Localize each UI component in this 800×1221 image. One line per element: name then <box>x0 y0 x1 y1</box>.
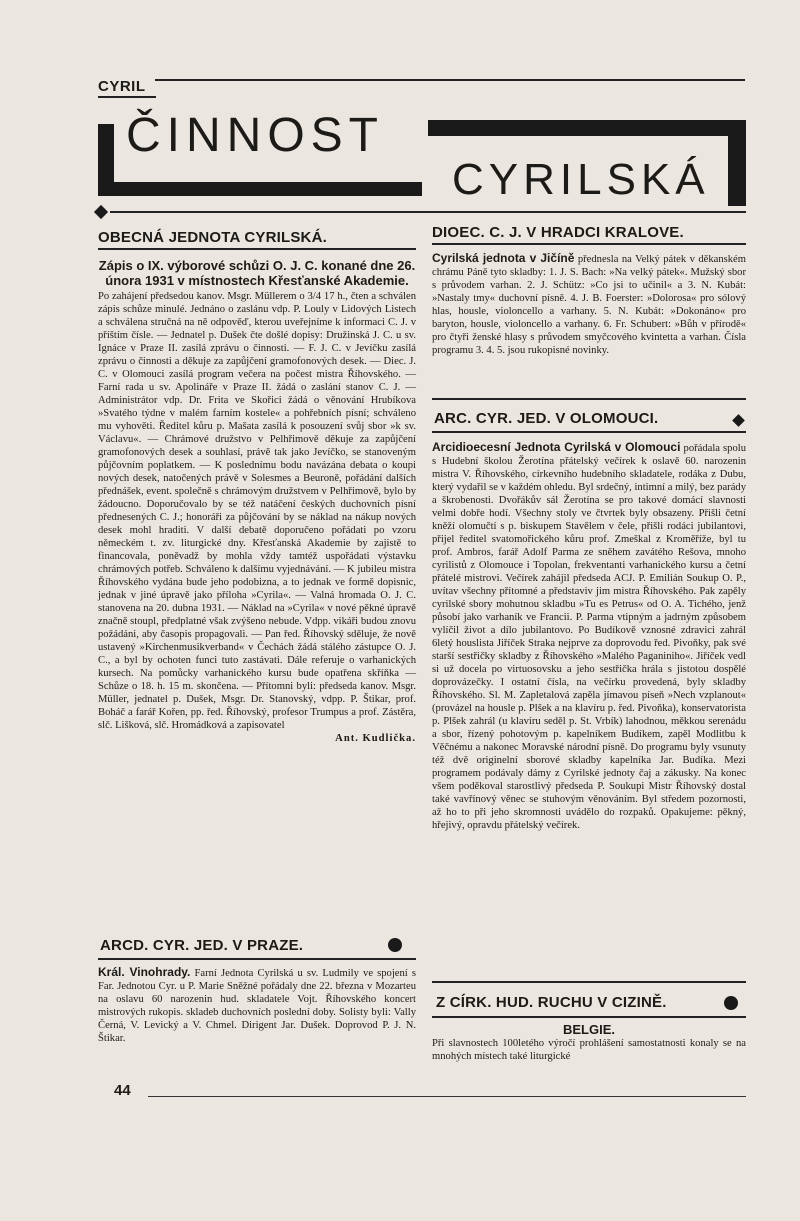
title-bar-right-vertical <box>728 136 746 206</box>
minutes-signature: Ant. Kudlička. <box>335 733 416 744</box>
page-number: 44 <box>114 1082 131 1099</box>
minutes-text: Po zahájení předsedou kanov. Msgr. Müllerem o 3/4 17 h., čten a schválen zápis schůze minulé. Jednáno o zaslánu vdp. P. Louly v Lidových Listech a schválena stručná na ně odpověď, kterou uveřejníme k informaci C. J. v příštím čísle. — Jednatel p. Dušek čte došlé dopisy: Družinská J. C. u sv. Ignáce v Praze II. zasílá zprávu o činnosti. — F. J. C. v Jevíčku zasílá zprávu o činnosti a děkuje za zapůjčení gramofonových desek. — Diec. J. C. v Olomouci zasílá program večera na počest mistra Říhovského. — Farní rada u sv. Apolináře v Praze II. žádá o zaslání stanov C. J. — Administrátor vdp. Dr. Frita ve Skořici žádá o věnování Hrubíkova »Svatého týdne v malém farním kostele« a pohřebních písní; schváleno mu vyhověti. Ředitel kůru p. Mašata zasílá k posouzení svůj sbor »k sv. Václavu«. — Chrámové družstvo v Pelhřimově děkuje za zapůjčení gramofonových desek a souhlasí, právě tak jako Jevíčko, se stanoveným půjčovním poplatkem. — K poslednímu bodu navázána debata o koupi nových desek, natočených právě v Solesmes a Beuroně, pořádání dalších přednášek, event. společně s chrámovým družstvem v Pelhřimově, bylo by žádoucno. Doporučovalo by se též natáčení českých duchovních písní přednesených C. J.; honoráři za půjčování by se náklad na nákup nových desek mohl hraditi. V další debatě doporučeno pořádati po vzoru německém t. zv. liturgické dny. Křesťanská Akademie by zajistě to financovala, poněvadž by mohla vždy tamtéž uspořádati výstavku chrámových potřeb. Schváleno k dalšímu vyjednávání. — K jubileu mistra Říhovského vydána bude jeho podobizna, a to jednak ve formě dopisnic, jednak v jiné úpravě jako příloha »Cyrila«. — Valná hromada O. J. C. stanovena na 20. dubna 1931. — Náklad na »Cyrila« v nové pěkné úpravě značně stoupl, předplatné však zvýšeno nebude. Vdpp. vikáři budou znovu požádáni, aby časopis propagovali. — Pan řed. Říhovský sděluje, že nově ustavený »Kirchenmusikverband« v Čechách žádá stálého zástupce O. J. C., a byl by ochoten funci tuto zastávati. Dále referuje o varhanických kursech. Na pomůcky varhanického kursu bude opatřena skříňka — Schůze o 18. h. 15 m. skončena. — Přítomni byli: předseda kanov. Msgr. Müller, jednatel p. Dušek, Msgr. Dr. Stanovský, vdpp. P. Štikar, prof. Boháč a farář Kořen, pp. řed. Říhovský, profesor Trumpus a prof. Zástěra, slč. Lišková, slč. Hromádková a zapisovatel <box>98 291 416 731</box>
title-bar-left-bottom <box>114 182 422 196</box>
heading-dot-ornament <box>388 938 402 952</box>
section-rule <box>98 958 416 960</box>
section-heading-obecna: OBECNÁ JEDNOTA CYRILSKÁ. <box>98 229 327 246</box>
title-underline <box>110 211 746 213</box>
title-bar-left-vertical <box>98 124 114 196</box>
section-body-hradec <box>432 252 746 357</box>
title-line-2: CYRILSKÁ <box>452 155 710 204</box>
section-body-obecna <box>98 258 416 745</box>
section-heading-praha: ARCD. CYR. JED. V PRAZE. <box>100 937 304 954</box>
heading-dot-ornament <box>724 996 738 1010</box>
section-body-olomouc <box>432 441 746 832</box>
heading-diamond-ornament <box>732 414 745 427</box>
diamond-ornament <box>94 205 108 219</box>
section-rule <box>432 243 746 245</box>
hradec-text: přednesla na Velký pátek v děkanském chrámu Páně tyto skladby: 1. J. S. Bach: »Na velký pátek«. Mužský sbor s průvodem varhan. 2. J. Schütz: »Co jsi to učinil« a 3. N. Kubát: »Nastaly tmy« duchovní písně. 4. J. B. Foerster: »Dolorosa« pro sólový hlas, housle, violoncello a varhany. 5. N. Kubát: »Dokonáno« pro baryton, housle, violoncello a varhany. 6. Fr. Schubert: »Bůh v přírodě« pro čtyři ženské hlasy s průvodem smyčcového kvintetta a varhan. Čísla programu 3. 4. 5. jsou rukopisné novinky. <box>432 254 746 356</box>
olomouc-text: pořádala spolu s Hudební školou Žerotína přátelský večírek k oslavě 60. narozenin mistra V. Říhovského, církevního hudebního skladatele, rodáka z Dubu, který vydařil se v každém ohledu. Byl srdečný, intimní a milý, bez parády a škrobenosti. Dvořákův sál Žerotína se pro takové domácí slavnosti velmi dobře hodí. Všechny stoly ve čtvrtek byly obsazeny. Přišli četní kněží olomučtí s p. biskupem Stavělem v čele, přišli rodáci jubilantovi, přijel ředitel svatomořického kůru prof. Zmeškal z Kroměříže, byl tu prof. Ambros, farář Adolf Parma ze sněhem zavátého Rešova, mnoho cyrilistů z Olomouce i Topolan, frekventanti varhanického kursu a četní přátelé mistrovi. Večírek zahájil předseda ACJ. P. Emilián Soukup O. P., uvítav všechny přítomné a představiv jim mistra Říhovského. Pak zapěly cyrilské sbory mohutnou skladbu »Tu es Petrus« od O. A. Tichého, jenž působí jako varhaník ve Francii. P. Parma vtipným a jadrným způsobem vylíčil život a dílo jubilantovo. Po Budíkově vznosné zdravici zahrál 6letý houslista Jiříček Straka nejprve za doprovodu řed. Pivoňky, pak své starší sestřičky skladby z Říhovského »Malého Paganiniho«. Jiříček vedl si už docela po virtuosovsku a jeho sestřička hrála s jistotou dospělé doprovázečky. I ostatní čísla, na večírku provedená, byly skladby Říhovského. Sl. M. Zapletalová zapěla jímavou píseň »Nech vzplanout« (provázel na housle p. Plšek a na klavíru p. řed. Pivoňka), konservatorista p. Plšek zahrál (u klavíru seděl p. St. Vrbík) lahodnou, měkkou serenádu a sbor, řízený pohotovým p. kapelníkem Budíkem, zapěl Modlitbu k Věčnému a nakonec Moravské národní písně. Do programu byly vsunuty též dvě originelní sborové skladby kapelníka Jar. Budíka. Mezi programem podávaly dámy z Cyrilské jednoty čaj a zákusky. Na konec všem poděkoval starostlivý předseda P. Soukupi Mistr Říhovský dostal také vavřínový věnec se stuhovým věnováním. Byl středem pozornosti, až ho to při jeho skromnosti uvádělo do rozpaků. Opakujeme: pěkný, hřejivý, opravdu přátelský večírek. <box>432 443 747 831</box>
section-rule <box>432 981 746 983</box>
title-line-1: ČINNOST <box>126 109 384 162</box>
section-body-cizina <box>432 1022 746 1063</box>
hradec-lead: Cyrilská jednota v Jičíně <box>432 251 575 265</box>
section-heading-hradec: DIOEC. C. J. V HRADCI KRALOVE. <box>432 224 684 241</box>
praha-lead: Král. Vinohrady. <box>98 965 191 979</box>
running-head-rule <box>155 79 745 81</box>
section-rule <box>432 431 746 433</box>
section-heading-cizina: Z CÍRK. HUD. RUCHU V CIZINĚ. <box>436 994 667 1011</box>
belgie-subheading: BELGIE. <box>562 1022 615 1037</box>
section-rule <box>432 1016 746 1018</box>
belgie-text: Při slavnostech 100letého výročí prohlášení samostatnosti konaly se na mnohých místech také liturgické <box>432 1038 746 1062</box>
running-head: CYRIL <box>98 78 146 95</box>
minutes-subheading: Zápis o IX. výborové schůzi O. J. C. konané dne 26. února 1931 v místnostech Křesťanské Akademie. <box>98 258 416 288</box>
section-heading-olomouc: ARC. CYR. JED. V OLOMOUCI. <box>434 410 659 427</box>
section-body-praha <box>98 966 416 1045</box>
praha-text: Farní Jednota Cyrilská u sv. Ludmily ve spojení s Far. Jednotou Cyr. u P. Marie Sněžné pořádaly dne 22. března v Mozarteu na oslavu 60 narozenin hud. skladatele Vojt. Říhovského koncert mistrových rukopis. skladeb duchovních poslední doby. Solisty byli: Vally Černá, V. Levický a V. Chmel. Dirigent Jar. Dušek. Doprovod P. J. N. Štikar. <box>98 968 416 1044</box>
section-rule <box>98 248 416 250</box>
running-head-underline <box>98 96 156 98</box>
section-rule <box>432 398 746 400</box>
title-bar-right-top <box>428 120 746 136</box>
footer-rule <box>148 1096 746 1097</box>
olomouc-lead: Arcidioecesní Jednota Cyrilská v Olomouci <box>432 440 681 454</box>
